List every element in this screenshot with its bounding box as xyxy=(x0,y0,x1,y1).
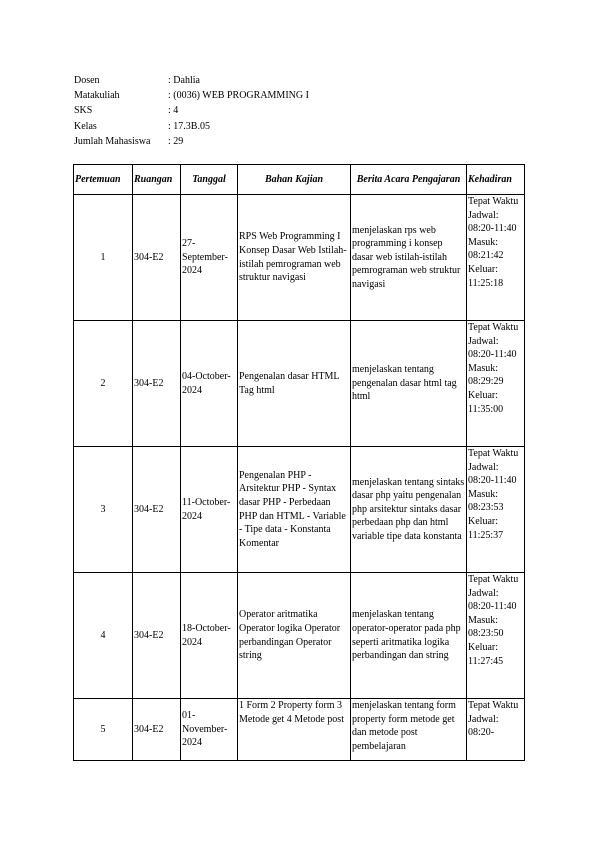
cell-ruangan: 304-E2 xyxy=(133,195,181,321)
cell-kehadiran xyxy=(467,195,525,321)
kehadiran-status: Tepat Waktu xyxy=(468,196,519,207)
cell-bahan-kajian: Pengenalan PHP - Arsitektur PHP - Syntax dasar PHP - Perbedaan PHP dan HTML - Variable - Tipe data - Konstanta Komentar xyxy=(238,447,351,573)
cell-pertemuan: 1 xyxy=(74,195,133,321)
cell-bahan-kajian: 1 Form 2 Property form 3 Metode get 4 Metode post xyxy=(238,699,351,761)
cell-ruangan: 304-E2 xyxy=(133,321,181,447)
kehadiran-jadwal: Jadwal: 08:20- xyxy=(468,713,499,739)
cell-pertemuan: 4 xyxy=(74,573,133,699)
kehadiran-keluar: Keluar: 11:25:18 xyxy=(468,263,504,289)
header-bahan-kajian: Bahan Kajian xyxy=(238,165,351,195)
info-value: : 29 xyxy=(168,135,184,147)
info-row-kelas xyxy=(74,119,309,134)
kehadiran-keluar: Keluar: 11:27:45 xyxy=(468,641,504,667)
kehadiran-masuk: Masuk: 08:23:53 xyxy=(468,488,504,514)
info-label: Dosen xyxy=(74,75,100,86)
info-value: : 17.3B.05 xyxy=(168,120,210,132)
cell-tanggal: 01-November-2024 xyxy=(181,699,238,761)
cell-berita-acara: menjelaskan tentang operator-operator pada php seperti aritmatika logika perbandingan dan string xyxy=(351,573,467,699)
cell-kehadiran xyxy=(467,699,525,761)
table-row xyxy=(74,447,525,573)
info-row-matakuliah xyxy=(74,88,309,103)
cell-ruangan: 304-E2 xyxy=(133,573,181,699)
cell-berita-acara: menjelaskan tentang pengenalan dasar html tag html xyxy=(351,321,467,447)
header-tanggal: Tanggal xyxy=(181,165,238,195)
kehadiran-masuk: Masuk: 08:21:42 xyxy=(468,236,504,262)
kehadiran-keluar: Keluar: 11:25:37 xyxy=(468,515,504,541)
cell-kehadiran xyxy=(467,573,525,699)
kehadiran-status: Tepat Waktu xyxy=(468,322,519,333)
table-row xyxy=(74,321,525,447)
cell-bahan-kajian: Pengenalan dasar HTML Tag html xyxy=(238,321,351,447)
kehadiran-jadwal: Jadwal: 08:20-11:40 xyxy=(468,587,517,613)
header-kehadiran: Kehadiran xyxy=(467,165,525,195)
table-row xyxy=(74,195,525,321)
cell-pertemuan: 5 xyxy=(74,699,133,761)
info-row-sks xyxy=(74,103,309,118)
schedule-table xyxy=(73,164,525,761)
cell-pertemuan: 3 xyxy=(74,447,133,573)
table-row xyxy=(74,699,525,761)
cell-berita-acara: menjelaskan rps web programming i konsep dasar web istilah-istilah pemrograman web struktur navigasi xyxy=(351,195,467,321)
cell-ruangan: 304-E2 xyxy=(133,699,181,761)
kehadiran-masuk: Masuk: 08:23:50 xyxy=(468,614,504,640)
kehadiran-jadwal: Jadwal: 08:20-11:40 xyxy=(468,461,517,487)
cell-bahan-kajian: Operator aritmatika Operator logika Operator perbandingan Operator string xyxy=(238,573,351,699)
cell-tanggal: 11-October-2024 xyxy=(181,447,238,573)
info-row-jumlah-mahasiswa xyxy=(74,134,309,149)
info-label: Matakuliah xyxy=(74,90,120,102)
kehadiran-jadwal: Jadwal: 08:20-11:40 xyxy=(468,209,517,235)
kehadiran-status: Tepat Waktu xyxy=(468,574,519,585)
kehadiran-keluar: Keluar: 11:35:00 xyxy=(468,389,504,415)
cell-tanggal: 18-October-2024 xyxy=(181,573,238,699)
kehadiran-status: Tepat Waktu xyxy=(468,448,519,459)
info-row-dosen xyxy=(74,73,309,88)
info-value: : (0036) WEB PROGRAMMING I xyxy=(168,90,309,102)
cell-berita-acara: menjelaskan tentang form property form metode get dan metode post pembelajaran xyxy=(351,699,467,761)
info-label: SKS xyxy=(74,105,93,117)
cell-kehadiran xyxy=(467,321,525,447)
info-label: Kelas xyxy=(74,120,97,132)
kehadiran-jadwal: Jadwal: 08:20-11:40 xyxy=(468,335,517,361)
header-berita-acara: Berita Acara Pengajaran xyxy=(351,165,467,195)
course-info xyxy=(74,73,309,149)
cell-kehadiran xyxy=(467,447,525,573)
info-value: : Dahlia xyxy=(168,75,200,86)
cell-bahan-kajian: RPS Web Programming I Konsep Dasar Web Istilah-istilah pemrograman web struktur navigasi xyxy=(238,195,351,321)
kehadiran-masuk: Masuk: 08:29:29 xyxy=(468,362,504,388)
info-label: Jumlah Mahasiswa xyxy=(74,135,151,147)
cell-tanggal: 27-September-2024 xyxy=(181,195,238,321)
cell-tanggal: 04-October-2024 xyxy=(181,321,238,447)
header-pertemuan: Pertemuan xyxy=(74,165,133,195)
info-value: : 4 xyxy=(168,105,179,117)
table-row xyxy=(74,573,525,699)
cell-pertemuan: 2 xyxy=(74,321,133,447)
kehadiran-status: Tepat Waktu xyxy=(468,700,519,711)
table-header-row xyxy=(74,165,525,195)
cell-berita-acara: menjelaskan tentang sintaks dasar php yaitu pengenalan php arsitektur sintaks dasar perbedaan php dan html variable tipe data konstanta xyxy=(351,447,467,573)
header-ruangan: Ruangan xyxy=(133,165,181,195)
cell-ruangan: 304-E2 xyxy=(133,447,181,573)
